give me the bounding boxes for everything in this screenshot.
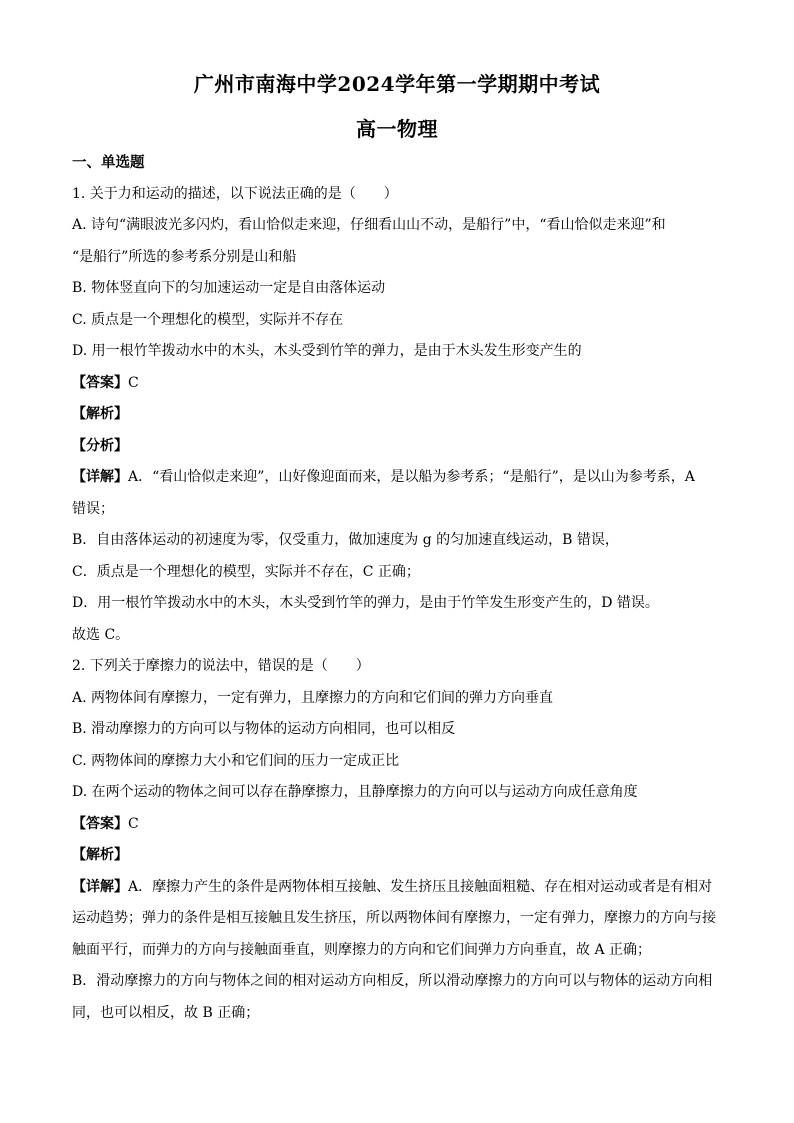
section-heading: 一、单选题	[72, 154, 145, 171]
option-c: C. 质点是一个理想化的模型，实际并不存在	[72, 311, 344, 328]
detail-text: 同，也可以相反，故 B 正确；	[72, 1004, 260, 1021]
answer-line	[72, 809, 724, 841]
analysis-tag: 【解析】	[72, 847, 128, 863]
question-2	[72, 651, 724, 1029]
detail-text: D．用一根竹竿拨动水中的木头，木头受到竹竿的弹力，是由于竹竿发生形变产生的，D 错误。	[72, 595, 659, 611]
option-a-continued: “是船行”所选的参考系分别是山和船	[72, 248, 297, 265]
detail-tag: 【详解】	[72, 469, 128, 485]
question-stem: 2. 下列关于摩擦力的说法中，错误的是（ ）	[72, 658, 370, 674]
detail-text: 触面平行，而弹力的方向与接触面垂直，则摩擦力的方向和它们间弹力方向垂直，故 A 正确；	[72, 941, 652, 958]
answer-value: C	[128, 374, 139, 391]
option-d: D. 在两个运动的物体之间可以存在静摩擦力，且静摩擦力的方向可以与运动方向成任意角度	[72, 784, 638, 800]
detail-tag: 【详解】	[72, 878, 128, 895]
detail-text: B．滑动摩擦力的方向与物体之间的相对运动方向相反，所以滑动摩擦力的方向可以与物体的运动方向相	[72, 973, 713, 989]
option-b: B. 物体竖直向下的匀加速运动一定是自由落体运动	[72, 280, 386, 296]
detail-text: 错误；	[72, 500, 114, 517]
detail-text: C．质点是一个理想化的模型，实际并不存在，C 正确；	[72, 563, 420, 580]
detail-text: A．“看山恰似走来迎”，山好像迎面而来，是以船为参考系；“是船行”，是以山为参考系，A	[128, 469, 695, 485]
option-d: D. 用一根竹竿拨动水中的木头，木头受到竹竿的弹力，是由于木头发生形变产生的	[72, 343, 582, 359]
answer-tag: 【答案】	[72, 374, 128, 391]
question-1	[72, 179, 724, 652]
conclusion: 故选 C。	[72, 626, 130, 643]
analysis-tag: 【解析】	[72, 406, 128, 422]
question-stem: 1. 关于力和运动的描述，以下说法正确的是（ ）	[72, 185, 398, 202]
answer-line	[72, 368, 724, 400]
option-b: B. 滑动摩擦力的方向可以与物体的运动方向相同，也可以相反	[72, 721, 456, 737]
document-body	[72, 147, 724, 1029]
detail-line	[72, 872, 724, 904]
option-a: A. 两物体间有摩擦力，一定有弹力，且摩擦力的方向和它们间的弹力方向垂直	[72, 689, 554, 706]
option-c: C. 两物体间的摩擦力大小和它们间的压力一定成正比	[72, 752, 400, 769]
answer-tag: 【答案】	[72, 815, 128, 832]
fenxi-tag: 【分析】	[72, 437, 128, 454]
answer-value: C	[128, 815, 139, 832]
detail-text: A．摩擦力产生的条件是两物体相互接触、发生挤压且接触面粗糙、存在相对运动或者是有相对	[128, 878, 713, 895]
detail-line	[72, 462, 724, 494]
detail-text: B．自由落体运动的初速度为零，仅受重力，做加速度为 g 的匀加速直线运动，B 错误，	[72, 532, 619, 548]
exam-subject: 高一物理	[356, 117, 438, 141]
exam-title: 广州市南海中学2024学年第一学期期中考试	[193, 72, 601, 96]
option-a: A. 诗句“满眼波光多闪灼，看山恰似走来迎，仔细看山山不动，是船行”中，“看山恰似走来迎”和	[72, 217, 666, 233]
detail-text: 运动趋势；弹力的条件是相互接触且发生挤压，所以两物体间有摩擦力，一定有弹力，摩擦力的方向与接	[72, 910, 716, 926]
